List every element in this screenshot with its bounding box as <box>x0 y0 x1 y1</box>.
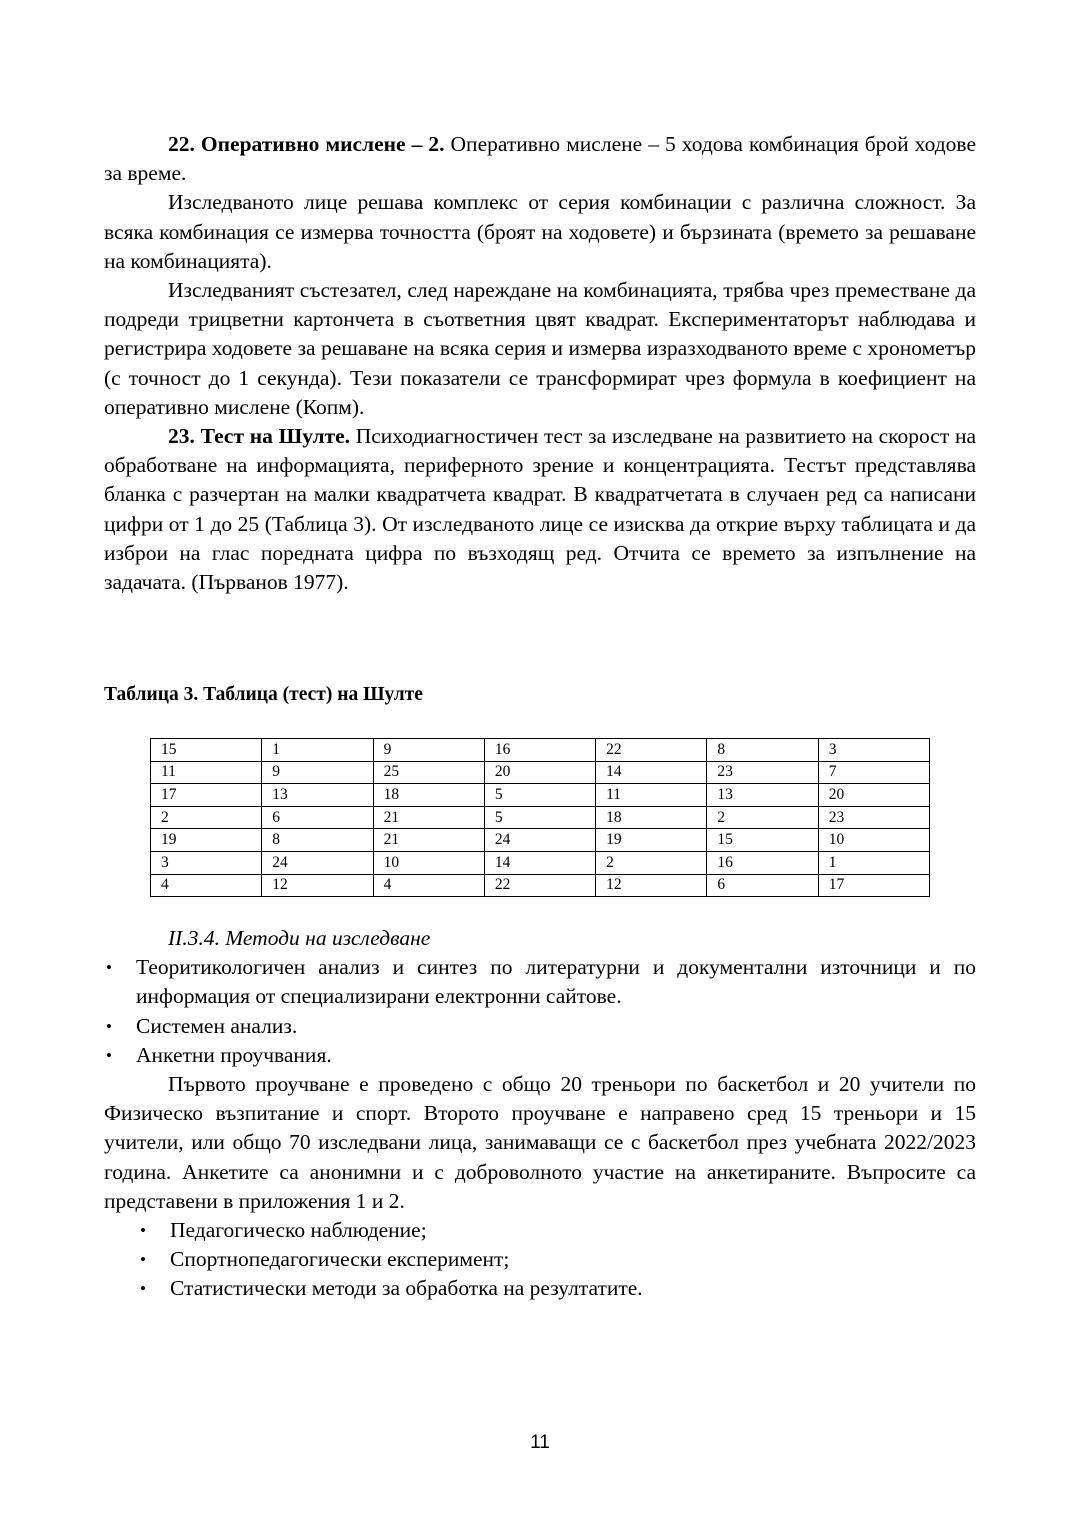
section-22-intro: 22. Оперативно мислене – 2. Оперативно мислене – 5 ходова комбинация брой ходове за време. <box>104 132 976 186</box>
table-cell: 25 <box>373 761 484 784</box>
table-cell: 20 <box>818 784 929 807</box>
table-cell: 11 <box>596 784 707 807</box>
table-row <box>151 874 930 897</box>
page-number: 11 <box>530 1432 550 1453</box>
table-cell: 17 <box>818 874 929 897</box>
bullet-icon: • <box>106 958 112 978</box>
table-cell: 24 <box>484 829 595 852</box>
methods-paragraph: Първото проучване е проведено с общо 20 треньори по баскетбол и 20 учители по Физическо възпитание и спорт. Второто проучване е направено сред 15 треньори и 15 учители, или общо 70 изследвани лица, занимаващи се с баскетбол през учебната 2022/2023 година. Анкетите са анонимни и с доброволното участие на анкетираните. Въпросите са представени в приложения 1 и 2. <box>104 1072 976 1213</box>
list-item: • Педагогическо наблюдение; <box>138 1216 976 1245</box>
bullet-icon: • <box>140 1250 146 1270</box>
schulte-table <box>150 738 930 897</box>
table-cell: 19 <box>596 829 707 852</box>
table-cell: 19 <box>151 829 262 852</box>
table-cell: 7 <box>818 761 929 784</box>
table-cell: 6 <box>707 874 818 897</box>
table-cell: 12 <box>596 874 707 897</box>
table-cell: 23 <box>818 806 929 829</box>
bullet-icon: • <box>140 1221 146 1241</box>
table-cell: 13 <box>707 784 818 807</box>
table-row <box>151 739 930 762</box>
bullet-icon: • <box>106 1045 112 1065</box>
table-cell: 1 <box>262 739 373 762</box>
section-23-heading: 23. Тест на Шулте. <box>168 424 350 449</box>
table-cell: 9 <box>262 761 373 784</box>
list-item: • Спортнопедагогически експеримент; <box>138 1245 976 1274</box>
methods-sub-list <box>104 1216 976 1304</box>
table-cell: 21 <box>373 829 484 852</box>
table-row <box>151 829 930 852</box>
section-22-paragraph-2: Изследваният състезател, след нареждане на комбинацията, трябва чрез преместване да подреди трицветни картончета в съответния цвят квадрат. Експериментаторът наблюдава и регистрира ходовете за решаване на всяка серия и измерва изразходваното време с хронометър (с точност до 1 секунда). Тези показатели се трансформират чрез формула в коефициент на оперативно мислене (Копм). <box>104 278 976 419</box>
section-22-paragraph-1: Изследваното лице решава комплекс от серия комбинации с различна сложност. За всяка комбинация се измерва точността (броят на ходовете) и бързината (времето за решаване на комбинацията). <box>104 190 976 273</box>
table-row <box>151 761 930 784</box>
table-cell: 6 <box>262 806 373 829</box>
table-cell: 18 <box>373 784 484 807</box>
table-caption: Таблица 3. Таблица (тест) на Шулте <box>104 684 423 705</box>
table-cell: 10 <box>818 829 929 852</box>
table-cell: 8 <box>262 829 373 852</box>
table-cell: 16 <box>484 739 595 762</box>
table-row <box>151 806 930 829</box>
bullet-icon: • <box>140 1279 146 1299</box>
table-cell: 1 <box>818 851 929 874</box>
table-cell: 21 <box>373 806 484 829</box>
table-cell: 24 <box>262 851 373 874</box>
table-cell: 23 <box>707 761 818 784</box>
table-cell: 13 <box>262 784 373 807</box>
table-cell: 22 <box>484 874 595 897</box>
body-text <box>104 130 976 597</box>
table-cell: 2 <box>707 806 818 829</box>
table-cell: 16 <box>707 851 818 874</box>
methods-subheading: II.3.4. Методи на изследване <box>168 926 431 950</box>
table-cell: 20 <box>484 761 595 784</box>
list-item: • Теоритикологичен анализ и синтез по литературни и документални източници и по информация от специализирани електронни сайтове. <box>106 955 976 1009</box>
table-cell: 2 <box>151 806 262 829</box>
table-cell: 10 <box>373 851 484 874</box>
section-23-intro: 23. Тест на Шулте. Психодиагностичен тест за изследване на развитието на скорост на обработване на информацията, периферното зрение и концентрацията. Тестът представлява бланка с разчертан на малки квадратчета квадрат. В квадратчетата в случаен ред са написани цифри от 1 до 25 (Таблица 3). От изследваното лице се изисква да открие върху таблицата и да изброи на глас поредната цифра по възходящ ред. Отчита се времето за изпълнение на задачата. (Първанов 1977). <box>104 424 976 595</box>
list-item: • Статистически методи за обработка на резултатите. <box>138 1274 976 1303</box>
table-cell: 15 <box>151 739 262 762</box>
table-cell: 3 <box>818 739 929 762</box>
list-item: • Анкетни проучвания. <box>104 1041 976 1070</box>
table-cell: 11 <box>151 761 262 784</box>
methods-list <box>104 953 976 1070</box>
table-cell: 5 <box>484 806 595 829</box>
table-cell: 22 <box>596 739 707 762</box>
table-cell: 4 <box>373 874 484 897</box>
table-row <box>151 784 930 807</box>
table-cell: 4 <box>151 874 262 897</box>
table-cell: 14 <box>484 851 595 874</box>
section-22-heading: 22. Оперативно мислене – 2. <box>168 132 445 156</box>
table-cell: 9 <box>373 739 484 762</box>
table-cell: 17 <box>151 784 262 807</box>
table-cell: 2 <box>596 851 707 874</box>
table-cell: 12 <box>262 874 373 897</box>
table-cell: 18 <box>596 806 707 829</box>
table-cell: 14 <box>596 761 707 784</box>
bullet-icon: • <box>106 1016 112 1036</box>
methods-section <box>104 924 976 1304</box>
table-cell: 8 <box>707 739 818 762</box>
table-cell: 15 <box>707 829 818 852</box>
table-cell: 3 <box>151 851 262 874</box>
table-cell: 5 <box>484 784 595 807</box>
list-item: • Системен анализ. <box>104 1012 976 1041</box>
table-row <box>151 851 930 874</box>
